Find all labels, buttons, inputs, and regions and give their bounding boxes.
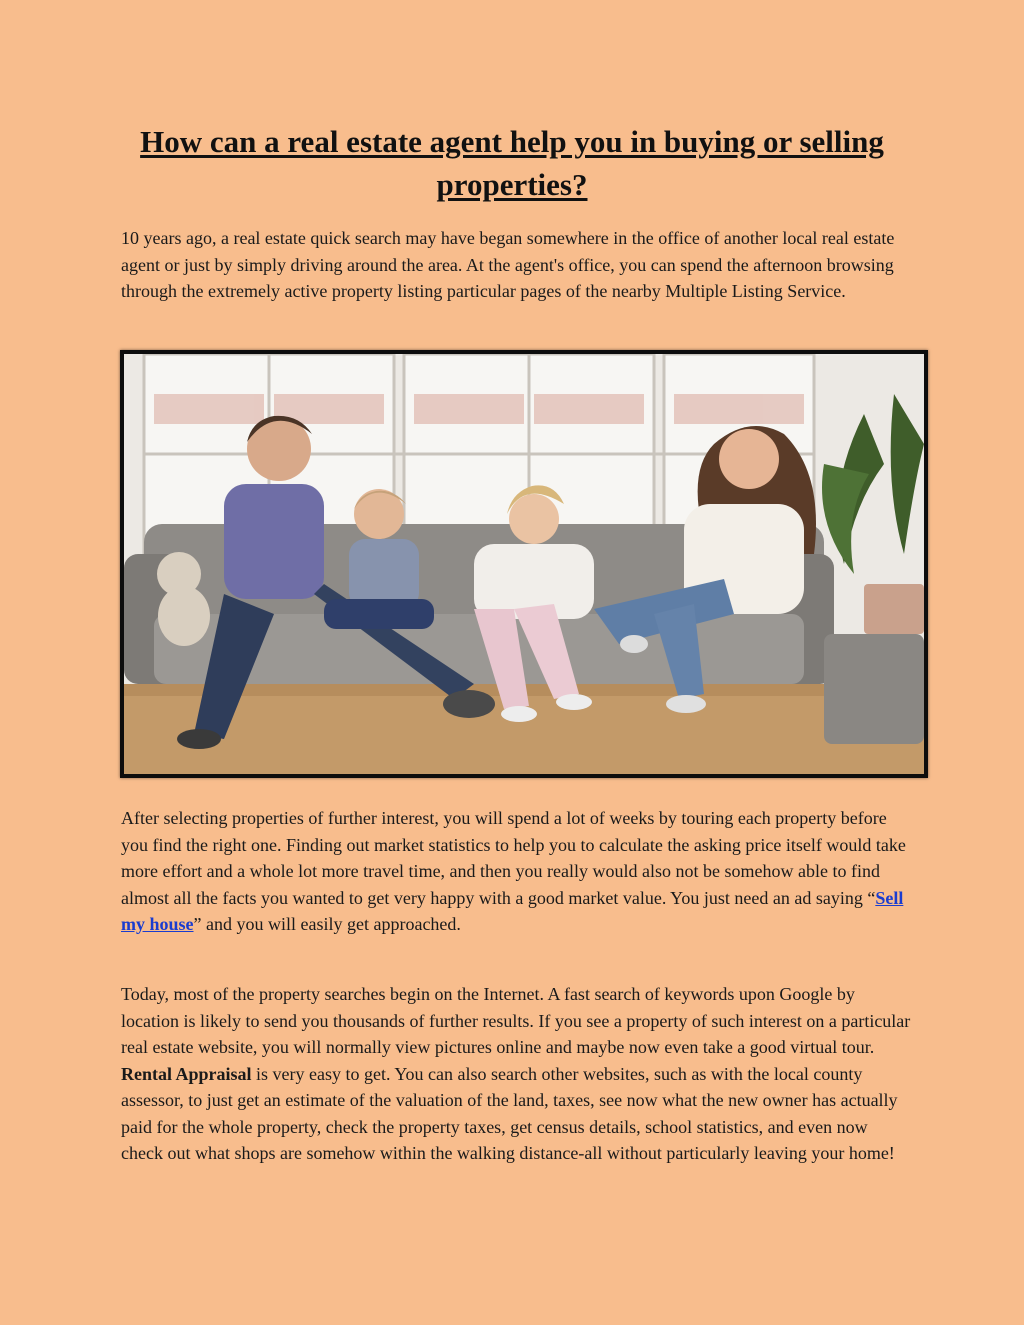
- paragraph2-text-before: After selecting properties of further interest, you will spend a lot of weeks by touring each property before you find the right one. Finding out market statistics to help you to calculate the asking price itself would take more effort and a whole lot more travel time, and then you really would also not be somehow able to find almost all the facts you wanted to get very happy with a good market value. You just need an ad saying “: [121, 808, 906, 908]
- sell-my-house-link[interactable]: Sell my house: [121, 887, 904, 934]
- paragraph2-text-after: ” and you will easily get approached.: [193, 914, 461, 934]
- rental-appraisal-bold: Rental Appraisal: [121, 1063, 252, 1084]
- article-title: How can a real estate agent help you in buying or selling properties?: [140, 124, 884, 202]
- paragraph3-text-before: Today, most of the property searches begin on the Internet. A fast search of keywords upon Google by location is likely to send you thousands of further results. If you see a property of such interest on a particular real estate website, you will normally view pictures online and maybe now even take a good virtual tour.: [121, 984, 911, 1057]
- intro-paragraph: 10 years ago, a real estate quick search may have began somewhere in the office of another local real estate agent or just by simply driving around the area. At the agent's office, you can spend the afternoon browsing through the extremely active property listing particular pages of the nearby Multiple Listing Service.: [121, 228, 895, 301]
- paragraph3-text-after: is very easy to get. You can also search other websites, such as with the local county assessor, to just get an estimate of the valuation of the land, taxes, see now what the new owner has actually paid for the whole property, check the property taxes, get census details, school statistics, and even now check out what shops are somehow within the walking distance-all without particularly leaving your home!: [121, 1063, 898, 1163]
- touring-paragraph: [121, 805, 911, 938]
- family-on-sofa-photo: [120, 350, 928, 778]
- internet-search-paragraph: [121, 981, 911, 1167]
